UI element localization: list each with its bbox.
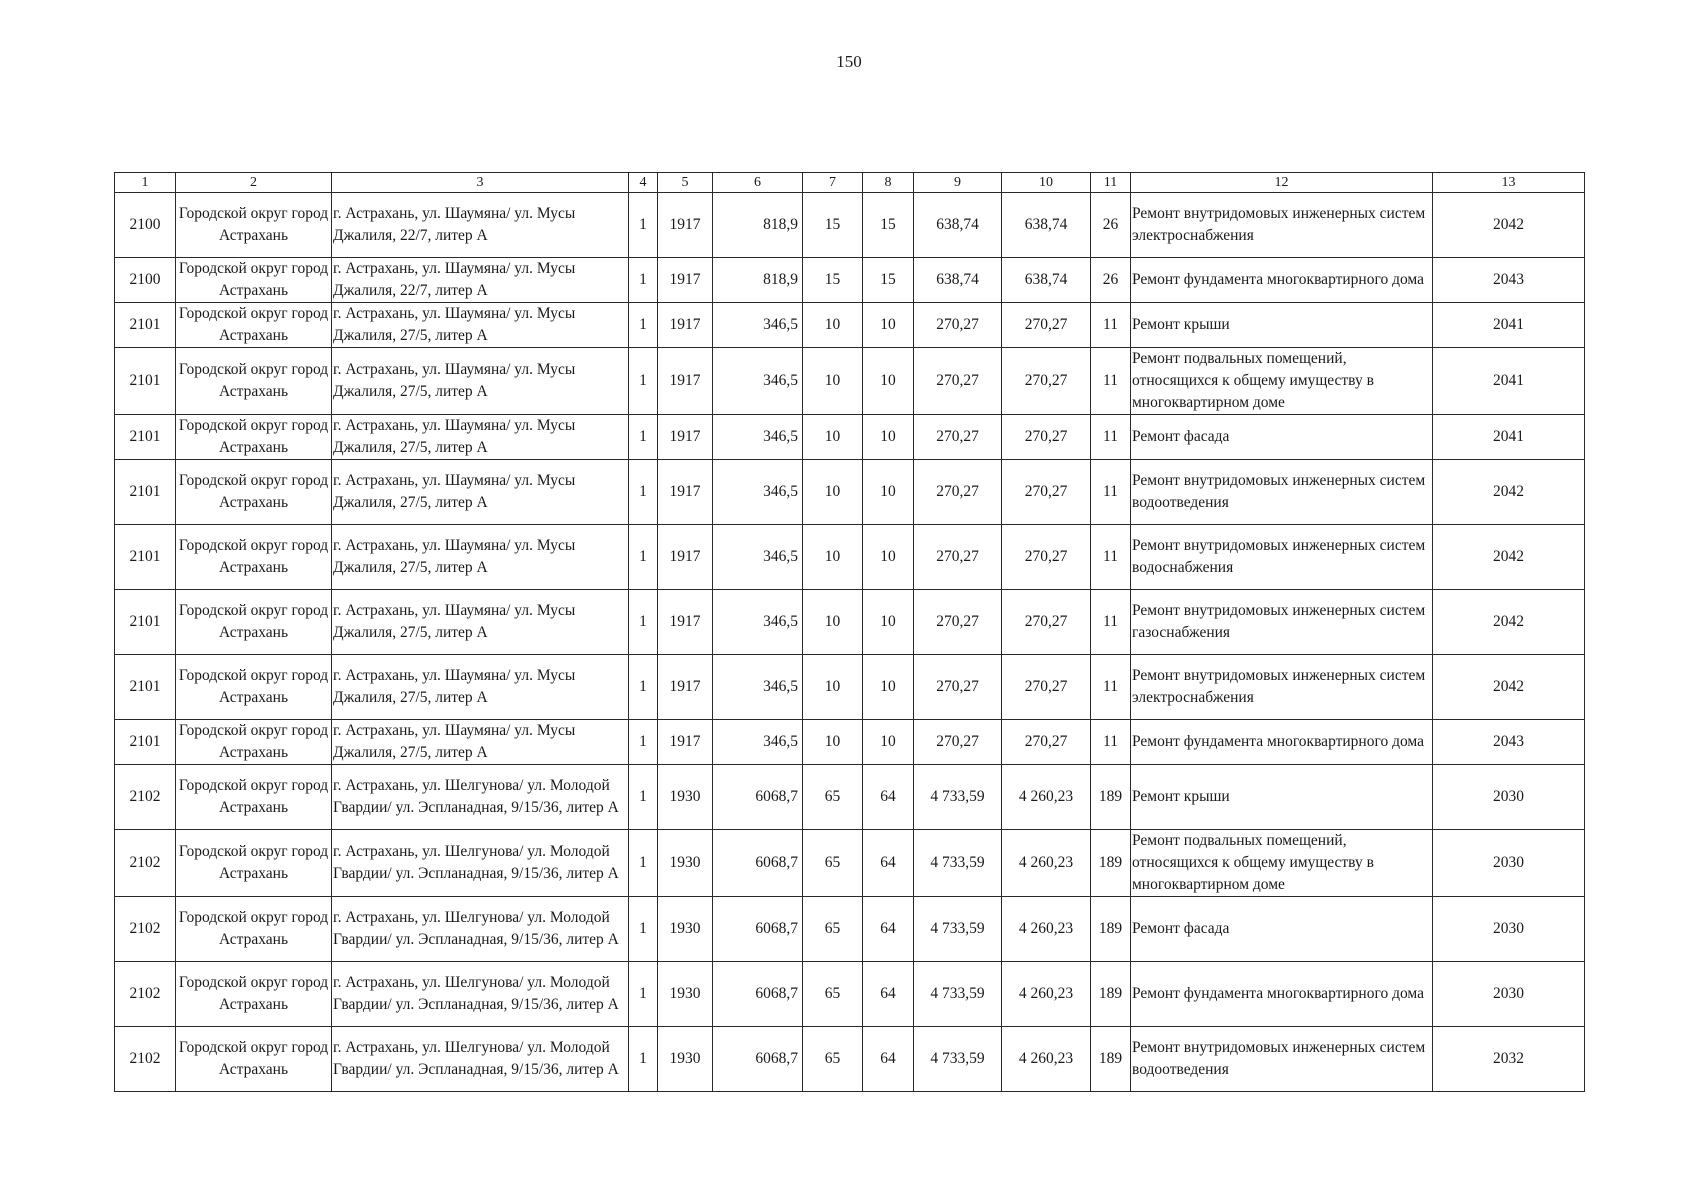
col7-cell: 10 <box>803 348 863 415</box>
row-number-cell: 2102 <box>115 1027 176 1092</box>
address-cell: г. Астрахань, ул. Шаумяна/ ул. Мусы Джалиля, 27/5, литер А <box>332 590 629 655</box>
col8-cell: 10 <box>863 590 914 655</box>
col11-cell: 189 <box>1091 897 1131 962</box>
col11-cell: 11 <box>1091 303 1131 348</box>
area-cell: 6068,7 <box>713 897 803 962</box>
col8-cell: 10 <box>863 460 914 525</box>
col4-cell: 1 <box>629 897 658 962</box>
col7-cell: 15 <box>803 258 863 303</box>
municipality-cell: Городской округ город Астрахань <box>176 1027 332 1092</box>
work-type-cell: Ремонт фасада <box>1131 415 1433 460</box>
address-cell: г. Астрахань, ул. Шаумяна/ ул. Мусы Джалиля, 27/5, литер А <box>332 303 629 348</box>
row-number-cell: 2100 <box>115 193 176 258</box>
work-type-cell: Ремонт крыши <box>1131 765 1433 830</box>
year-cell: 1917 <box>658 303 713 348</box>
row-number-cell: 2101 <box>115 525 176 590</box>
row-number-cell: 2101 <box>115 720 176 765</box>
municipality-cell: Городской округ город Астрахань <box>176 897 332 962</box>
municipality-cell: Городской округ город Астрахань <box>176 348 332 415</box>
col4-cell: 1 <box>629 655 658 720</box>
col7-cell: 65 <box>803 962 863 1027</box>
header-cell: 6 <box>713 173 803 193</box>
year-cell: 1917 <box>658 655 713 720</box>
col9-cell: 4 733,59 <box>914 897 1002 962</box>
area-cell: 818,9 <box>713 258 803 303</box>
col7-cell: 10 <box>803 720 863 765</box>
address-cell: г. Астрахань, ул. Шаумяна/ ул. Мусы Джалиля, 27/5, литер А <box>332 460 629 525</box>
area-cell: 818,9 <box>713 193 803 258</box>
col10-cell: 270,27 <box>1002 590 1091 655</box>
table-row <box>115 1027 1585 1092</box>
table-row <box>115 830 1585 897</box>
area-cell: 6068,7 <box>713 1027 803 1092</box>
col11-cell: 11 <box>1091 460 1131 525</box>
municipality-cell: Городской округ город Астрахань <box>176 193 332 258</box>
col9-cell: 4 733,59 <box>914 1027 1002 1092</box>
year-cell: 1930 <box>658 1027 713 1092</box>
col9-cell: 270,27 <box>914 348 1002 415</box>
col9-cell: 638,74 <box>914 193 1002 258</box>
year-cell: 1917 <box>658 348 713 415</box>
work-type-cell: Ремонт фундамента многоквартирного дома <box>1131 720 1433 765</box>
col11-cell: 26 <box>1091 193 1131 258</box>
table-row <box>115 460 1585 525</box>
address-cell: г. Астрахань, ул. Шаумяна/ ул. Мусы Джалиля, 27/5, литер А <box>332 655 629 720</box>
col9-cell: 270,27 <box>914 590 1002 655</box>
work-type-cell: Ремонт внутридомовых инженерных систем газоснабжения <box>1131 590 1433 655</box>
work-type-cell: Ремонт внутридомовых инженерных систем водоотведения <box>1131 460 1433 525</box>
col10-cell: 4 260,23 <box>1002 765 1091 830</box>
col8-cell: 10 <box>863 525 914 590</box>
col4-cell: 1 <box>629 1027 658 1092</box>
row-number-cell: 2101 <box>115 415 176 460</box>
col9-cell: 270,27 <box>914 460 1002 525</box>
municipality-cell: Городской округ город Астрахань <box>176 830 332 897</box>
col10-cell: 270,27 <box>1002 303 1091 348</box>
col10-cell: 270,27 <box>1002 460 1091 525</box>
work-type-cell: Ремонт внутридомовых инженерных систем водоотведения <box>1131 1027 1433 1092</box>
col7-cell: 65 <box>803 765 863 830</box>
row-number-cell: 2102 <box>115 830 176 897</box>
col8-cell: 10 <box>863 415 914 460</box>
header-cell: 7 <box>803 173 863 193</box>
year-plan-cell: 2042 <box>1433 525 1585 590</box>
year-cell: 1917 <box>658 525 713 590</box>
col4-cell: 1 <box>629 720 658 765</box>
col7-cell: 10 <box>803 460 863 525</box>
col4-cell: 1 <box>629 303 658 348</box>
year-cell: 1917 <box>658 460 713 525</box>
work-type-cell: Ремонт внутридомовых инженерных систем водоснабжения <box>1131 525 1433 590</box>
row-number-cell: 2102 <box>115 897 176 962</box>
year-plan-cell: 2041 <box>1433 348 1585 415</box>
municipality-cell: Городской округ город Астрахань <box>176 303 332 348</box>
work-type-cell: Ремонт фундамента многоквартирного дома <box>1131 258 1433 303</box>
year-plan-cell: 2030 <box>1433 830 1585 897</box>
area-cell: 6068,7 <box>713 830 803 897</box>
area-cell: 346,5 <box>713 303 803 348</box>
col4-cell: 1 <box>629 258 658 303</box>
col8-cell: 10 <box>863 655 914 720</box>
data-table <box>114 172 1585 1092</box>
address-cell: г. Астрахань, ул. Шелгунова/ ул. Молодой Гвардии/ ул. Эспланадная, 9/15/36, литер А <box>332 830 629 897</box>
address-cell: г. Астрахань, ул. Шаумяна/ ул. Мусы Джалиля, 27/5, литер А <box>332 525 629 590</box>
year-plan-cell: 2030 <box>1433 765 1585 830</box>
col10-cell: 4 260,23 <box>1002 1027 1091 1092</box>
col10-cell: 4 260,23 <box>1002 830 1091 897</box>
capital-repair-table <box>114 172 1582 1092</box>
work-type-cell: Ремонт фасада <box>1131 897 1433 962</box>
row-number-cell: 2101 <box>115 460 176 525</box>
address-cell: г. Астрахань, ул. Шаумяна/ ул. Мусы Джалиля, 22/7, литер А <box>332 258 629 303</box>
area-cell: 346,5 <box>713 655 803 720</box>
row-number-cell: 2100 <box>115 258 176 303</box>
year-plan-cell: 2032 <box>1433 1027 1585 1092</box>
address-cell: г. Астрахань, ул. Шаумяна/ ул. Мусы Джалиля, 27/5, литер А <box>332 720 629 765</box>
municipality-cell: Городской округ город Астрахань <box>176 525 332 590</box>
year-cell: 1930 <box>658 897 713 962</box>
address-cell: г. Астрахань, ул. Шелгунова/ ул. Молодой Гвардии/ ул. Эспланадная, 9/15/36, литер А <box>332 1027 629 1092</box>
header-cell: 2 <box>176 173 332 193</box>
address-cell: г. Астрахань, ул. Шелгунова/ ул. Молодой Гвардии/ ул. Эспланадная, 9/15/36, литер А <box>332 765 629 830</box>
header-cell: 3 <box>332 173 629 193</box>
municipality-cell: Городской округ город Астрахань <box>176 460 332 525</box>
page-number: 150 <box>836 52 862 71</box>
area-cell: 346,5 <box>713 348 803 415</box>
col4-cell: 1 <box>629 415 658 460</box>
col8-cell: 64 <box>863 897 914 962</box>
col11-cell: 189 <box>1091 962 1131 1027</box>
year-plan-cell: 2030 <box>1433 897 1585 962</box>
table-row <box>115 193 1585 258</box>
col9-cell: 638,74 <box>914 258 1002 303</box>
col11-cell: 11 <box>1091 655 1131 720</box>
year-cell: 1917 <box>658 193 713 258</box>
year-cell: 1930 <box>658 962 713 1027</box>
table-row <box>115 765 1585 830</box>
row-number-cell: 2101 <box>115 303 176 348</box>
row-number-cell: 2102 <box>115 765 176 830</box>
year-cell: 1930 <box>658 830 713 897</box>
col10-cell: 270,27 <box>1002 415 1091 460</box>
col10-cell: 270,27 <box>1002 720 1091 765</box>
table-row <box>115 655 1585 720</box>
header-row <box>115 173 1585 193</box>
table-row <box>115 258 1585 303</box>
col9-cell: 4 733,59 <box>914 765 1002 830</box>
area-cell: 346,5 <box>713 720 803 765</box>
header-cell: 10 <box>1002 173 1091 193</box>
municipality-cell: Городской округ город Астрахань <box>176 655 332 720</box>
col4-cell: 1 <box>629 193 658 258</box>
year-cell: 1917 <box>658 258 713 303</box>
header-cell: 13 <box>1433 173 1585 193</box>
year-plan-cell: 2043 <box>1433 720 1585 765</box>
municipality-cell: Городской округ город Астрахань <box>176 258 332 303</box>
address-cell: г. Астрахань, ул. Шаумяна/ ул. Мусы Джалиля, 22/7, литер А <box>332 193 629 258</box>
col10-cell: 638,74 <box>1002 258 1091 303</box>
col7-cell: 10 <box>803 590 863 655</box>
col7-cell: 10 <box>803 655 863 720</box>
col9-cell: 4 733,59 <box>914 830 1002 897</box>
col8-cell: 64 <box>863 765 914 830</box>
col8-cell: 64 <box>863 962 914 1027</box>
col9-cell: 270,27 <box>914 415 1002 460</box>
row-number-cell: 2101 <box>115 590 176 655</box>
municipality-cell: Городской округ город Астрахань <box>176 415 332 460</box>
col4-cell: 1 <box>629 590 658 655</box>
work-type-cell: Ремонт фундамента многоквартирного дома <box>1131 962 1433 1027</box>
col11-cell: 11 <box>1091 348 1131 415</box>
col10-cell: 4 260,23 <box>1002 962 1091 1027</box>
year-cell: 1917 <box>658 415 713 460</box>
col11-cell: 189 <box>1091 830 1131 897</box>
header-cell: 12 <box>1131 173 1433 193</box>
col8-cell: 64 <box>863 830 914 897</box>
area-cell: 6068,7 <box>713 765 803 830</box>
year-plan-cell: 2041 <box>1433 303 1585 348</box>
col7-cell: 65 <box>803 1027 863 1092</box>
col11-cell: 11 <box>1091 590 1131 655</box>
row-number-cell: 2101 <box>115 655 176 720</box>
year-cell: 1930 <box>658 765 713 830</box>
address-cell: г. Астрахань, ул. Шелгунова/ ул. Молодой Гвардии/ ул. Эспланадная, 9/15/36, литер А <box>332 897 629 962</box>
year-plan-cell: 2041 <box>1433 415 1585 460</box>
col7-cell: 15 <box>803 193 863 258</box>
table-body <box>115 193 1585 1092</box>
work-type-cell: Ремонт подвальных помещений, относящихся к общему имуществу в многоквартирном доме <box>1131 348 1433 415</box>
year-plan-cell: 2043 <box>1433 258 1585 303</box>
work-type-cell: Ремонт подвальных помещений, относящихся к общему имуществу в многоквартирном доме <box>1131 830 1433 897</box>
col10-cell: 638,74 <box>1002 193 1091 258</box>
municipality-cell: Городской округ город Астрахань <box>176 720 332 765</box>
municipality-cell: Городской округ город Астрахань <box>176 590 332 655</box>
col4-cell: 1 <box>629 460 658 525</box>
col8-cell: 10 <box>863 720 914 765</box>
col10-cell: 270,27 <box>1002 348 1091 415</box>
col9-cell: 270,27 <box>914 303 1002 348</box>
col8-cell: 10 <box>863 348 914 415</box>
col9-cell: 4 733,59 <box>914 962 1002 1027</box>
year-plan-cell: 2030 <box>1433 962 1585 1027</box>
table-row <box>115 415 1585 460</box>
area-cell: 346,5 <box>713 590 803 655</box>
area-cell: 346,5 <box>713 460 803 525</box>
col7-cell: 65 <box>803 897 863 962</box>
address-cell: г. Астрахань, ул. Шаумяна/ ул. Мусы Джалиля, 27/5, литер А <box>332 415 629 460</box>
work-type-cell: Ремонт внутридомовых инженерных систем электроснабжения <box>1131 655 1433 720</box>
col11-cell: 26 <box>1091 258 1131 303</box>
table-row <box>115 962 1585 1027</box>
col8-cell: 64 <box>863 1027 914 1092</box>
col8-cell: 15 <box>863 193 914 258</box>
col8-cell: 10 <box>863 303 914 348</box>
col9-cell: 270,27 <box>914 525 1002 590</box>
header-cell: 8 <box>863 173 914 193</box>
header-cell: 4 <box>629 173 658 193</box>
municipality-cell: Городской округ город Астрахань <box>176 962 332 1027</box>
work-type-cell: Ремонт внутридомовых инженерных систем электроснабжения <box>1131 193 1433 258</box>
table-row <box>115 525 1585 590</box>
table-row <box>115 348 1585 415</box>
col7-cell: 10 <box>803 525 863 590</box>
table-row <box>115 720 1585 765</box>
col11-cell: 189 <box>1091 1027 1131 1092</box>
year-plan-cell: 2042 <box>1433 590 1585 655</box>
row-number-cell: 2102 <box>115 962 176 1027</box>
area-cell: 6068,7 <box>713 962 803 1027</box>
col11-cell: 11 <box>1091 415 1131 460</box>
area-cell: 346,5 <box>713 415 803 460</box>
col4-cell: 1 <box>629 765 658 830</box>
year-plan-cell: 2042 <box>1433 655 1585 720</box>
col4-cell: 1 <box>629 830 658 897</box>
col8-cell: 15 <box>863 258 914 303</box>
year-plan-cell: 2042 <box>1433 460 1585 525</box>
col4-cell: 1 <box>629 962 658 1027</box>
col4-cell: 1 <box>629 348 658 415</box>
col10-cell: 270,27 <box>1002 525 1091 590</box>
table-row <box>115 303 1585 348</box>
work-type-cell: Ремонт крыши <box>1131 303 1433 348</box>
col10-cell: 270,27 <box>1002 655 1091 720</box>
header-cell: 11 <box>1091 173 1131 193</box>
col4-cell: 1 <box>629 525 658 590</box>
row-number-cell: 2101 <box>115 348 176 415</box>
address-cell: г. Астрахань, ул. Шаумяна/ ул. Мусы Джалиля, 27/5, литер А <box>332 348 629 415</box>
col9-cell: 270,27 <box>914 655 1002 720</box>
col7-cell: 65 <box>803 830 863 897</box>
year-plan-cell: 2042 <box>1433 193 1585 258</box>
table-row <box>115 590 1585 655</box>
year-cell: 1917 <box>658 590 713 655</box>
header-cell: 5 <box>658 173 713 193</box>
col11-cell: 11 <box>1091 720 1131 765</box>
col11-cell: 11 <box>1091 525 1131 590</box>
header-cell: 9 <box>914 173 1002 193</box>
area-cell: 346,5 <box>713 525 803 590</box>
municipality-cell: Городской округ город Астрахань <box>176 765 332 830</box>
year-cell: 1917 <box>658 720 713 765</box>
col9-cell: 270,27 <box>914 720 1002 765</box>
address-cell: г. Астрахань, ул. Шелгунова/ ул. Молодой Гвардии/ ул. Эспланадная, 9/15/36, литер А <box>332 962 629 1027</box>
col10-cell: 4 260,23 <box>1002 897 1091 962</box>
table-row <box>115 897 1585 962</box>
header-cell: 1 <box>115 173 176 193</box>
col7-cell: 10 <box>803 415 863 460</box>
col11-cell: 189 <box>1091 765 1131 830</box>
col7-cell: 10 <box>803 303 863 348</box>
